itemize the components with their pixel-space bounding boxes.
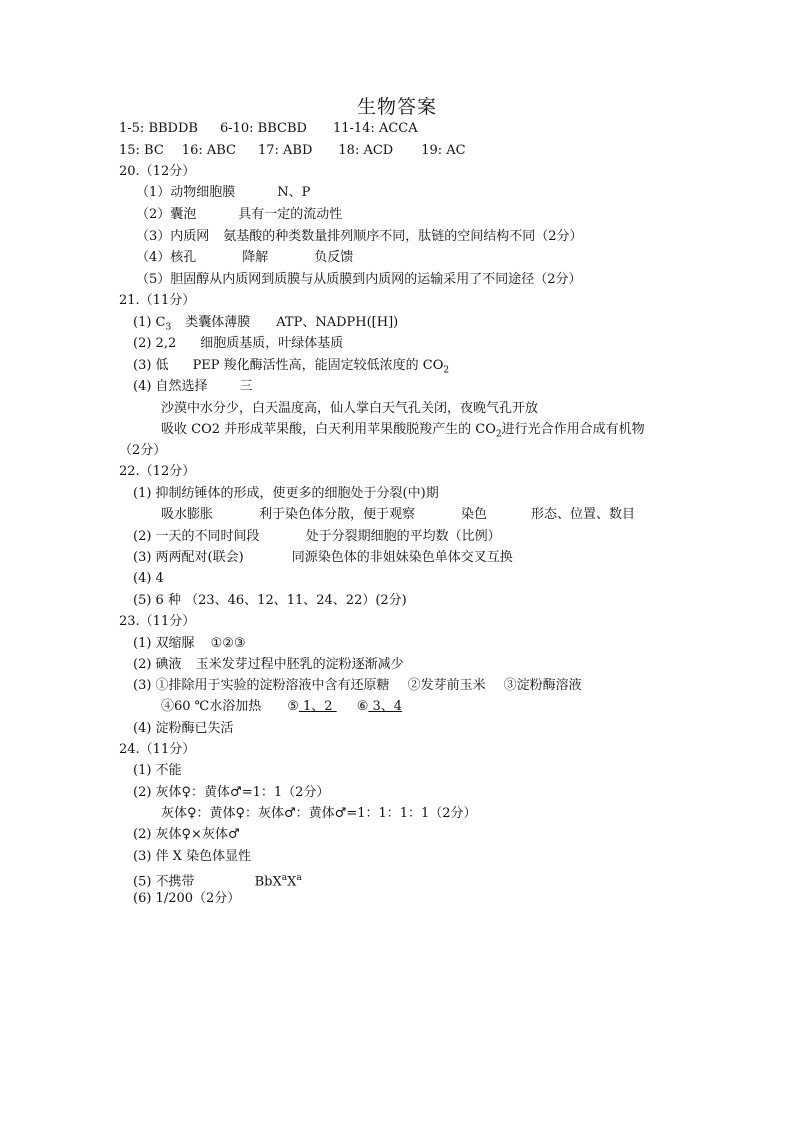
answer-line: (3) 伴 X 染色体显性 xyxy=(133,849,252,864)
answer-line: （2）囊泡 具有一定的流动性 xyxy=(136,207,343,222)
answer-line: (3) ①排除用于实验的淀粉溶液中含有还原糖 ②发芽前玉米 ③淀粉酶溶液 xyxy=(133,678,582,693)
answer-line: （2分） xyxy=(119,443,167,458)
answer-line: (4) 自然选择 三 xyxy=(133,379,253,394)
answer-line: （5）胆固醇从内质网到质膜与从质膜到内质网的运输采用了不同途径（2分） xyxy=(136,272,582,287)
answer-line: （1）动物细胞膜 N、P xyxy=(136,185,311,200)
answer-line: (4) 4 xyxy=(133,571,164,586)
answer-line: 沙漠中水分少，白天温度高，仙人掌白天气孔关闭，夜晚气孔开放 xyxy=(161,401,539,416)
answer-line: (2) 灰体♀：黄体♂=1：1（2分） xyxy=(133,785,330,800)
answer-line-mc-1: 1-5: BBDDB 6-10: BBCBD 11-14: ACCA xyxy=(119,121,418,136)
answer-line: （4）核孔 降解 负反馈 xyxy=(136,250,354,265)
answer-line: (3) 低 PEP 羧化酶活性高，能固定较低浓度的 $CO_2$ xyxy=(133,358,450,376)
answer-line: (2) 2,2 细胞质基质，叶绿体基质 xyxy=(133,336,344,351)
answer-line: ④60 ℃水浴加热 ⑤ 1、2 ⑥ 3、4 xyxy=(161,699,403,714)
page-title: 生物答案 xyxy=(356,96,437,118)
answer-line: (1) 抑制纺锤体的形成，使更多的细胞处于分裂(中)期 xyxy=(133,486,439,501)
answer-line: 吸水膨胀 利于染色体分散，便于观察 染色 形态、位置、数目 xyxy=(161,507,636,522)
answer-line: (2) 一天的不同时间段 处于分裂期细胞的平均数（比例） xyxy=(133,529,501,544)
answer-line: (2) 碘液 玉米发芽过程中胚乳的淀粉逐渐减少 xyxy=(133,657,404,672)
answer-line: (1) 双缩脲 ①②③ xyxy=(133,636,246,651)
answer-line: （3）内质网 氨基酸的种类数量排列顺序不同，肽链的空间结构不同（2分） xyxy=(136,229,583,244)
answer-line: (4) 淀粉酶已失活 xyxy=(133,721,234,736)
question-23-header: 23.（11分） xyxy=(119,614,196,629)
answer-line: (2) 灰体♀×灰体♂ xyxy=(133,827,240,842)
question-20-header: 20.（12分） xyxy=(119,164,196,179)
answer-line: 灰体♀：黄体♀：灰体♂：黄体♂=1：1：1：1（2分） xyxy=(161,806,477,821)
answer-line: (5) 不携带 $BbX^aX^a$ xyxy=(133,873,302,890)
question-24-header: 24.（11分） xyxy=(119,742,196,757)
answer-line: (1) 不能 xyxy=(133,763,182,778)
answer-line: (3) 两两配对(联会) 同源染色体的非姐妹染色单体交叉互换 xyxy=(133,550,513,565)
answer-line: (1) $C_3$ 类囊体薄膜 ATP、NADPH([H]) xyxy=(133,315,399,333)
answer-line-mc-2: 15: BC 16: ABC 17: ABD 18: ACD 19: AC xyxy=(119,143,466,158)
question-21-header: 21.（11分） xyxy=(119,293,196,308)
answer-line: 吸收 CO2 并形成苹果酸，白天利用苹果酸脱羧产生的 $CO_2$进行光合作用合成有机物 xyxy=(161,422,645,440)
question-22-header: 22.（12分） xyxy=(119,464,196,479)
answer-line: (5) 6 种 （23、46、12、11、24、22）(2分) xyxy=(133,593,407,608)
answer-line: (6) 1/200（2分） xyxy=(133,891,241,906)
